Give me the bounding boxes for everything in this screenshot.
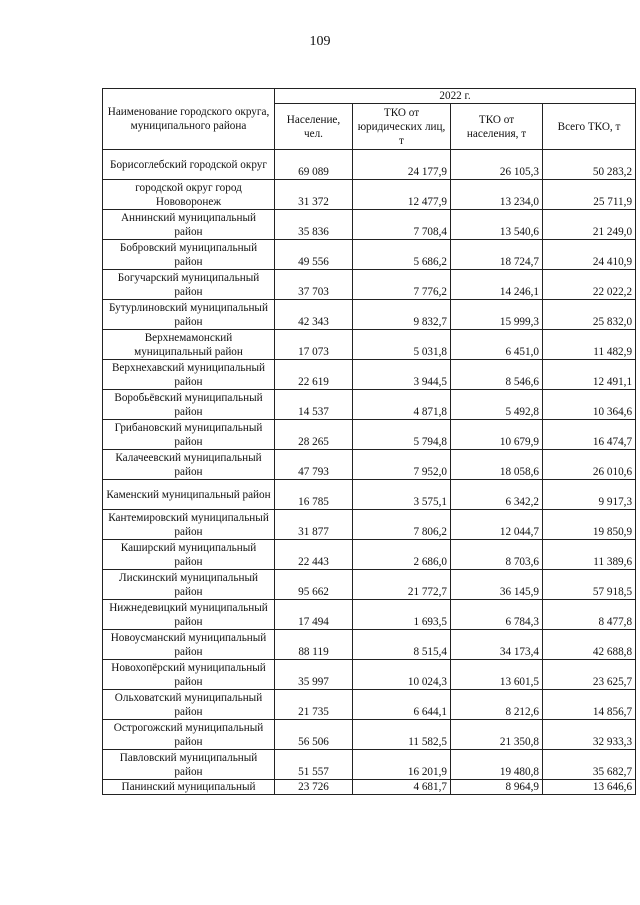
tko-total-value: 57 918,5 — [543, 570, 636, 600]
district-name: городской округ город Нововоронеж — [103, 180, 275, 210]
tko-legal-value: 3 944,5 — [353, 360, 451, 390]
table-row — [103, 600, 636, 630]
district-name: Воробьёвский муниципальный район — [103, 390, 275, 420]
header-tko-population: ТКО от населения, т — [451, 104, 543, 150]
population-value: 17 494 — [275, 600, 353, 630]
tko-legal-value: 11 582,5 — [353, 720, 451, 750]
table-row — [103, 210, 636, 240]
table-row — [103, 630, 636, 660]
tko-total-value: 21 249,0 — [543, 210, 636, 240]
tko-population-value: 10 679,9 — [451, 420, 543, 450]
table-row — [103, 450, 636, 480]
tko-legal-value: 1 693,5 — [353, 600, 451, 630]
district-name: Острогожский муниципальный район — [103, 720, 275, 750]
population-value: 21 735 — [275, 690, 353, 720]
population-value: 95 662 — [275, 570, 353, 600]
tko-population-value: 13 234,0 — [451, 180, 543, 210]
tko-legal-value: 9 832,7 — [353, 300, 451, 330]
table-row — [103, 150, 636, 180]
tko-population-value: 8 703,6 — [451, 540, 543, 570]
table-row — [103, 330, 636, 360]
tko-legal-value: 12 477,9 — [353, 180, 451, 210]
header-population: Население, чел. — [275, 104, 353, 150]
header-tko-total: Всего ТКО, т — [543, 104, 636, 150]
table-row — [103, 360, 636, 390]
population-value: 51 557 — [275, 750, 353, 780]
tko-population-value: 5 492,8 — [451, 390, 543, 420]
district-name: Верхнемамонский муниципальный район — [103, 330, 275, 360]
population-value: 14 537 — [275, 390, 353, 420]
district-name: Борисоглебский городской округ — [103, 150, 275, 180]
table-row — [103, 270, 636, 300]
table-row — [103, 660, 636, 690]
tko-population-value: 18 058,6 — [451, 450, 543, 480]
population-value: 35 836 — [275, 210, 353, 240]
table-row — [103, 480, 636, 510]
population-value: 31 877 — [275, 510, 353, 540]
tko-total-value: 11 389,6 — [543, 540, 636, 570]
tko-total-value: 24 410,9 — [543, 240, 636, 270]
tko-population-value: 6 342,2 — [451, 480, 543, 510]
tko-population-value: 8 964,9 — [451, 780, 543, 795]
tko-total-value: 10 364,6 — [543, 390, 636, 420]
table-row — [103, 750, 636, 780]
district-name: Богучарский муниципальный район — [103, 270, 275, 300]
tko-legal-value: 6 644,1 — [353, 690, 451, 720]
tko-legal-value: 21 772,7 — [353, 570, 451, 600]
population-value: 35 997 — [275, 660, 353, 690]
tko-population-value: 13 601,5 — [451, 660, 543, 690]
table-row — [103, 300, 636, 330]
district-name: Верхнехавский муниципальный район — [103, 360, 275, 390]
district-name: Грибановский муниципальный район — [103, 420, 275, 450]
header-name-column: Наименование городского округа, муниципального района — [103, 89, 275, 150]
tko-total-value: 9 917,3 — [543, 480, 636, 510]
tko-total-value: 14 856,7 — [543, 690, 636, 720]
district-name: Бобровский муниципальный район — [103, 240, 275, 270]
tko-total-value: 16 474,7 — [543, 420, 636, 450]
district-name: Новоусманский муниципальный район — [103, 630, 275, 660]
waste-table — [102, 88, 636, 795]
population-value: 69 089 — [275, 150, 353, 180]
tko-legal-value: 8 515,4 — [353, 630, 451, 660]
tko-total-value: 22 022,2 — [543, 270, 636, 300]
tko-population-value: 13 540,6 — [451, 210, 543, 240]
page-number: 109 — [309, 34, 331, 49]
tko-total-value: 19 850,9 — [543, 510, 636, 540]
tko-legal-value: 3 575,1 — [353, 480, 451, 510]
population-value: 56 506 — [275, 720, 353, 750]
district-name: Павловский муниципальный район — [103, 750, 275, 780]
table-row — [103, 510, 636, 540]
header-year: 2022 г. — [275, 89, 636, 104]
district-name: Каширский муниципальный район — [103, 540, 275, 570]
tko-legal-value: 5 794,8 — [353, 420, 451, 450]
tko-population-value: 8 546,6 — [451, 360, 543, 390]
population-value: 42 343 — [275, 300, 353, 330]
tko-population-value: 15 999,3 — [451, 300, 543, 330]
table-row — [103, 540, 636, 570]
tko-population-value: 18 724,7 — [451, 240, 543, 270]
population-value: 17 073 — [275, 330, 353, 360]
table-row — [103, 180, 636, 210]
tko-total-value: 12 491,1 — [543, 360, 636, 390]
tko-population-value: 34 173,4 — [451, 630, 543, 660]
tko-legal-value: 16 201,9 — [353, 750, 451, 780]
table-row — [103, 570, 636, 600]
tko-population-value: 14 246,1 — [451, 270, 543, 300]
table-body — [103, 150, 636, 795]
tko-legal-value: 2 686,0 — [353, 540, 451, 570]
tko-total-value: 42 688,8 — [543, 630, 636, 660]
tko-legal-value: 10 024,3 — [353, 660, 451, 690]
tko-population-value: 36 145,9 — [451, 570, 543, 600]
district-name: Лискинский муниципальный район — [103, 570, 275, 600]
tko-total-value: 25 832,0 — [543, 300, 636, 330]
population-value: 28 265 — [275, 420, 353, 450]
tko-population-value: 6 784,3 — [451, 600, 543, 630]
tko-legal-value: 5 686,2 — [353, 240, 451, 270]
table-row — [103, 390, 636, 420]
population-value: 88 119 — [275, 630, 353, 660]
tko-legal-value: 7 708,4 — [353, 210, 451, 240]
population-value: 31 372 — [275, 180, 353, 210]
district-name: Каменский муниципальный район — [103, 480, 275, 510]
table-row — [103, 780, 636, 795]
table-row — [103, 420, 636, 450]
population-value: 22 443 — [275, 540, 353, 570]
tko-population-value: 26 105,3 — [451, 150, 543, 180]
tko-total-value: 35 682,7 — [543, 750, 636, 780]
district-name: Бутурлиновский муниципальный район — [103, 300, 275, 330]
tko-total-value: 26 010,6 — [543, 450, 636, 480]
tko-population-value: 19 480,8 — [451, 750, 543, 780]
tko-population-value: 8 212,6 — [451, 690, 543, 720]
tko-legal-value: 7 806,2 — [353, 510, 451, 540]
population-value: 22 619 — [275, 360, 353, 390]
tko-total-value: 50 283,2 — [543, 150, 636, 180]
district-name: Калачеевский муниципальный район — [103, 450, 275, 480]
tko-total-value: 13 646,6 — [543, 780, 636, 795]
tko-population-value: 6 451,0 — [451, 330, 543, 360]
table-row — [103, 690, 636, 720]
tko-legal-value: 7 952,0 — [353, 450, 451, 480]
tko-legal-value: 4 871,8 — [353, 390, 451, 420]
district-name: Аннинский муниципальный район — [103, 210, 275, 240]
tko-population-value: 21 350,8 — [451, 720, 543, 750]
header-tko-legal: ТКО от юридических лиц, т — [353, 104, 451, 150]
population-value: 49 556 — [275, 240, 353, 270]
district-name: Нижнедевицкий муниципальный район — [103, 600, 275, 630]
table-row — [103, 720, 636, 750]
tko-population-value: 12 044,7 — [451, 510, 543, 540]
district-name: Кантемировский муниципальный район — [103, 510, 275, 540]
tko-legal-value: 5 031,8 — [353, 330, 451, 360]
tko-legal-value: 7 776,2 — [353, 270, 451, 300]
district-name: Ольховатский муниципальный район — [103, 690, 275, 720]
district-name: Панинский муниципальный — [103, 780, 275, 795]
tko-total-value: 32 933,3 — [543, 720, 636, 750]
population-value: 47 793 — [275, 450, 353, 480]
district-name: Новохопёрский муниципальный район — [103, 660, 275, 690]
tko-total-value: 11 482,9 — [543, 330, 636, 360]
tko-total-value: 25 711,9 — [543, 180, 636, 210]
population-value: 37 703 — [275, 270, 353, 300]
population-value: 23 726 — [275, 780, 353, 795]
table-row — [103, 240, 636, 270]
tko-legal-value: 4 681,7 — [353, 780, 451, 795]
population-value: 16 785 — [275, 480, 353, 510]
tko-legal-value: 24 177,9 — [353, 150, 451, 180]
tko-total-value: 8 477,8 — [543, 600, 636, 630]
tko-total-value: 23 625,7 — [543, 660, 636, 690]
table-header — [103, 89, 636, 150]
